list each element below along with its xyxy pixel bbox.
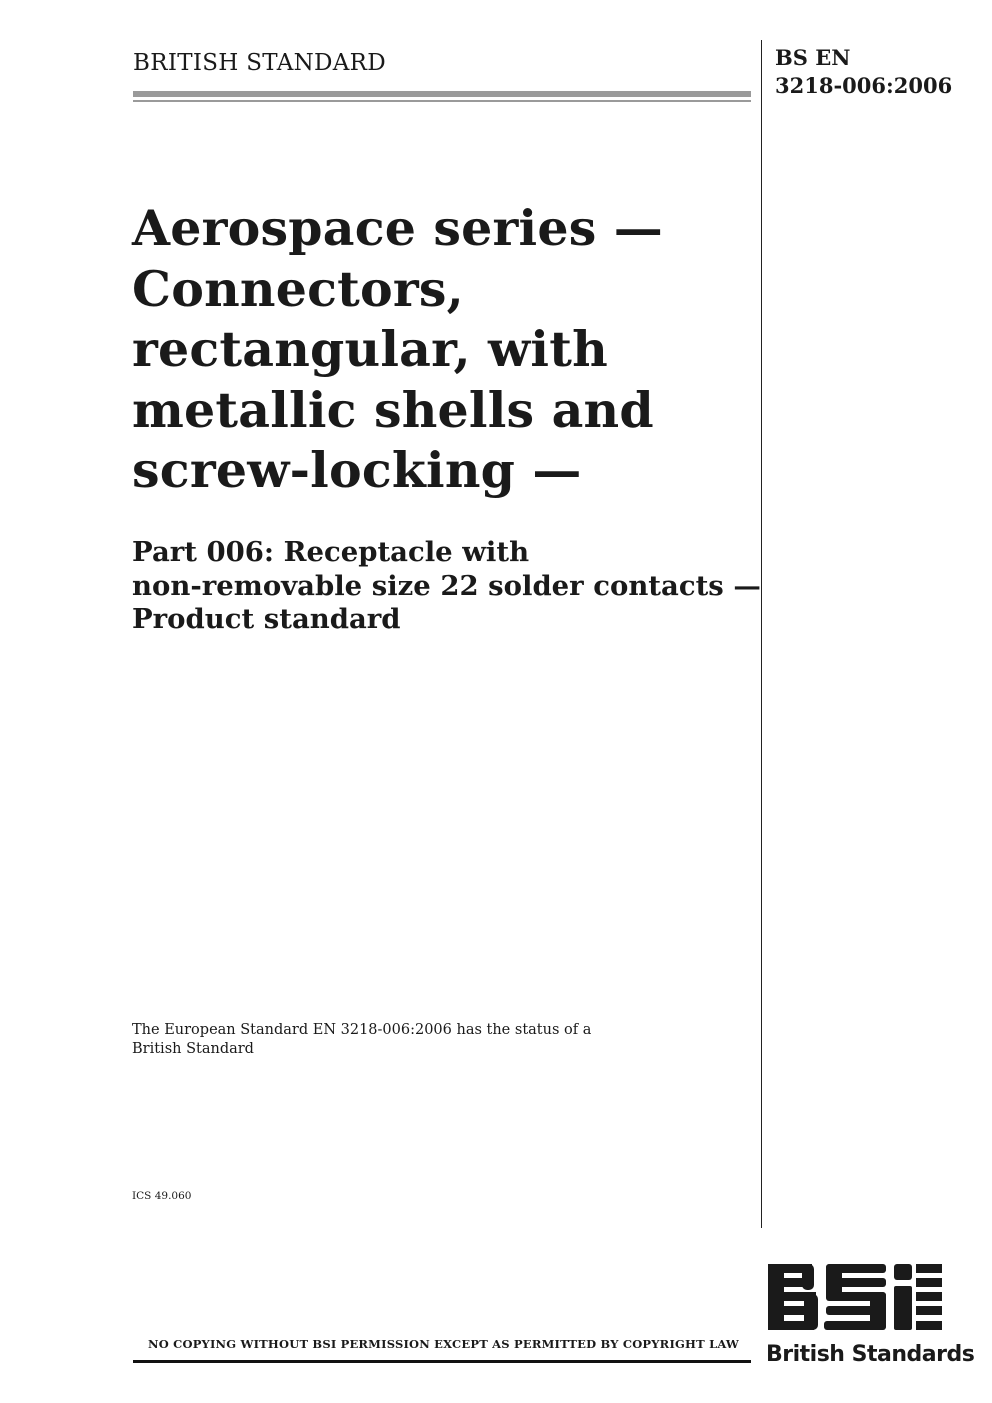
subtitle-line: Product standard	[132, 603, 401, 635]
document-number	[775, 44, 952, 100]
document-number-code: 3218-006:2006	[775, 73, 953, 98]
document-number-prefix: BS EN	[775, 45, 851, 70]
document-title	[132, 198, 752, 501]
ics-code: ICS 49.060	[132, 1190, 192, 1202]
header-rule-thin	[133, 100, 751, 102]
status-statement	[132, 1021, 652, 1059]
bsi-logo-tagline: British Standards	[766, 1342, 975, 1367]
title-line: metallic shells and	[132, 380, 654, 439]
status-line: The European Standard EN 3218-006:2006 has the status of a	[132, 1022, 592, 1038]
title-line: screw-locking —	[132, 441, 582, 499]
footer-rule	[133, 1360, 751, 1363]
status-line: British Standard	[132, 1041, 254, 1057]
header-rule-thick	[133, 91, 751, 97]
copyright-notice: NO COPYING WITHOUT BSI PERMISSION EXCEPT AS PERMITTED BY COPYRIGHT LAW	[148, 1337, 740, 1351]
title-line: Aerospace series —	[132, 199, 663, 257]
title-line: rectangular, with	[132, 320, 608, 378]
document-subtitle	[132, 536, 772, 637]
subtitle-line: Part 006: Receptacle with	[132, 536, 530, 568]
subtitle-line: non-removable size 22 solder contacts —	[132, 569, 761, 602]
header-label: BRITISH STANDARD	[133, 50, 387, 76]
title-line: Connectors,	[132, 259, 464, 318]
